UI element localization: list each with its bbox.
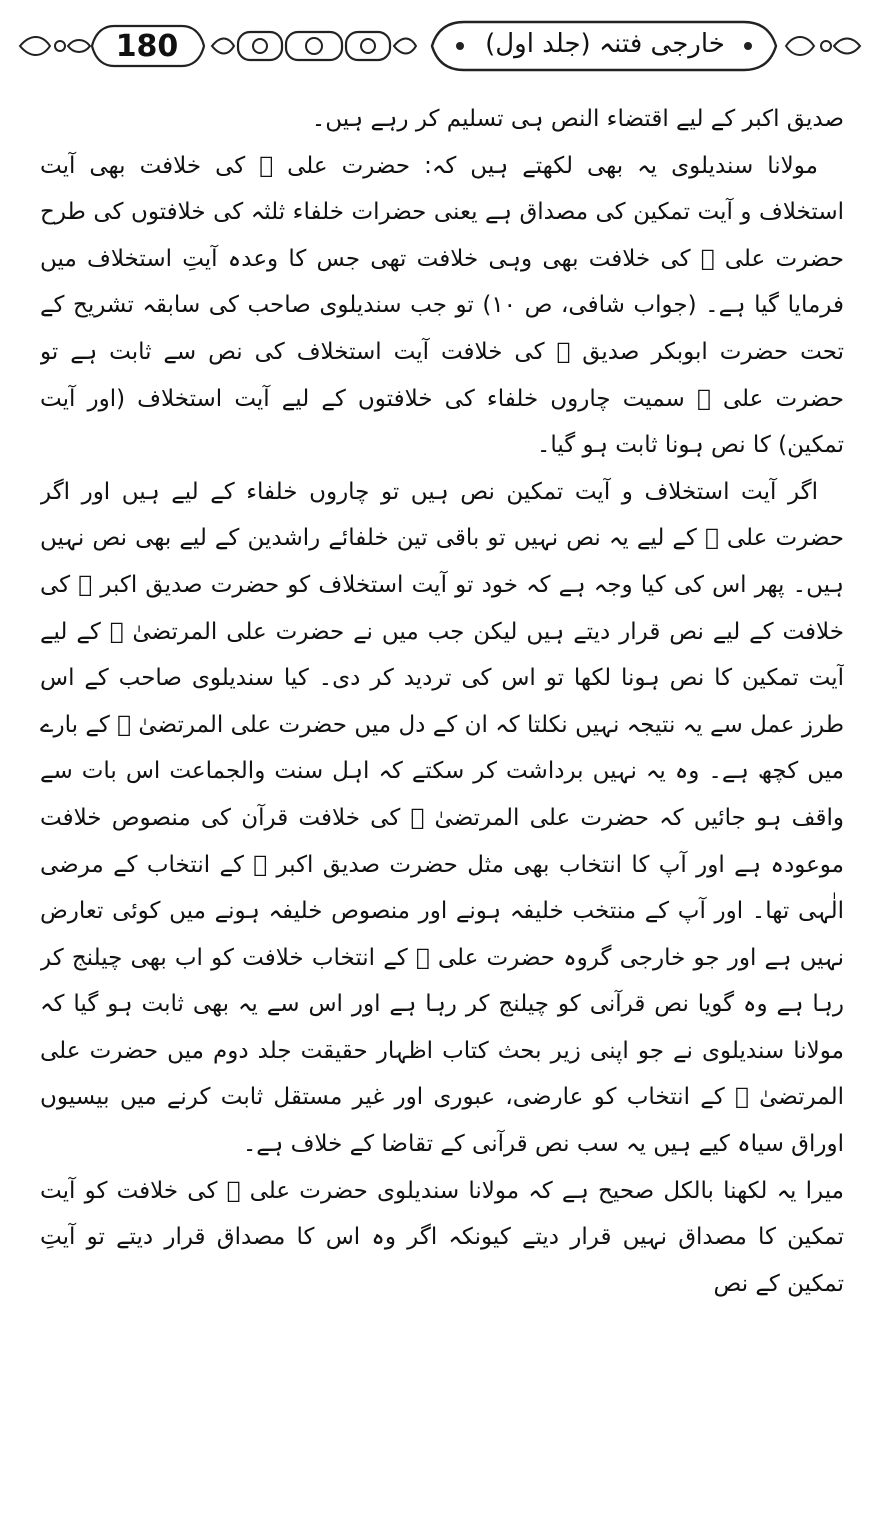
page-number: 180 xyxy=(115,29,179,64)
page-body-text xyxy=(40,96,844,1526)
page-header xyxy=(14,16,864,76)
book-title: خارجی فتنہ (جلد اول) xyxy=(485,29,725,59)
paragraph-4: میرا یہ لکھنا بالکل صحیح ہے کہ مولانا سندیلوی حضرت علی ﷜ کی خلافت کو آیت تمکین کا مصداق نہیں قرار دیتے کیونکہ اگر وہ اس کا مصداق قرار دیتے تو آیتِ تمکین کے نص xyxy=(40,1177,844,1297)
paragraph-2: مولانا سندیلوی یہ بھی لکھتے ہیں کہ: حضرت علی ﷜ کی خلافت بھی آیت استخلاف و آیت تمکین کی مصداق ہے یعنی حضرات خلفاء ثلثہ کی خلافتوں کی طرح حضرت علی ﷜ کی خلافت بھی وہی خلافت تھی جس کا وعدہ آیتِ استخلاف میں فرمایا گیا ہے۔ (جواب شافی، ص ۱۰) تو جب سندیلوی صاحب کی سابقہ تشریح کے تحت حضرت ابوبکر صدیق ﷜ کی خلافت آیت استخلاف کی نص سے ثابت ہے تو حضرت علی ﷜ سمیت چاروں خلفاء کی خلافتوں کے لیے آیت استخلاف (اور آیت تمکین) کا نص ہونا ثابت ہو گیا۔ xyxy=(40,152,844,459)
paragraph-1: صدیق اکبر کے لیے اقتضاء النص ہی تسلیم کر رہے ہیں۔ xyxy=(311,106,844,132)
paragraph-3: اگر آیت استخلاف و آیت تمکین نص ہیں تو چاروں خلفاء کے لیے ہیں اور اگر حضرت علی ﷜ کے لیے یہ نص نہیں تو باقی تین خلفائے راشدین کے لیے بھی نص نہیں ہیں۔ پھر اس کی کیا وجہ ہے کہ خود تو آیت استخلاف کو حضرت صدیق اکبر ﷜ کی خلافت کے لیے نص قرار دیتے ہیں لیکن جب میں نے حضرت علی المرتضیٰ ﷜ کے لیے آیت تمکین کا نص ہونا لکھا تو اس کی تردید کر دی۔ کیا سندیلوی صاحب کے اس طرز عمل سے یہ نتیجہ نہیں نکلتا کہ ان کے دل میں حضرت علی المرتضیٰ ﷜ کے بارے میں کچھ ہے۔ وہ یہ نہیں برداشت کر سکتے کہ اہل سنت والجماعت اس بات سے واقف ہو جائیں کہ حضرت علی المرتضیٰ ﷜ کی خلافت قرآن کی منصوص خلافت موعودہ ہے اور آپ کا انتخاب بھی مثل حضرت صدیق اکبر ﷜ کے انتخاب کے مرضی الٰہی تھا۔ اور آپ کے منتخب خلیفہ ہونے اور منصوص خلیفہ ہونے میں کوئی تعارض نہیں ہے اور جو خارجی گروہ حضرت علی ﷜ کے انتخاب خلافت کو اب بھی چیلنج کر رہا ہے وہ گویا نص قرآنی کو چیلنج کر رہا ہے اور اس سے یہ بھی ثابت ہو گیا کہ مولانا سندیلوی نے جو اپنی زیر بحث کتاب اظہار حقیقت جلد دوم میں حضرت علی المرتضیٰ ﷜ کے انتخاب کو عارضی، عبوری اور غیر مستقل ثابت کرنے میں بیسیوں اوراق سیاہ کیے ہیں یہ سب نص قرآنی کے تقاضا کے خلاف ہے۔ xyxy=(40,478,844,1158)
